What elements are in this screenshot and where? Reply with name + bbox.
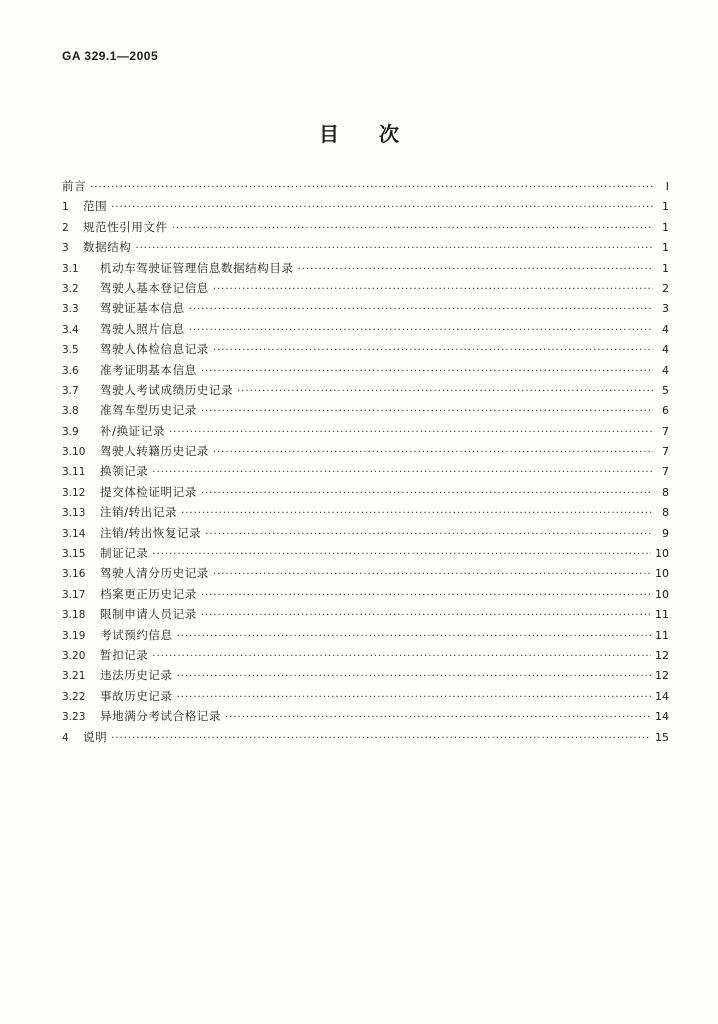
toc-entry-page: 10	[655, 567, 669, 581]
toc-entry-page: 4	[662, 363, 669, 377]
toc-entry-number: 3.7	[62, 384, 79, 397]
toc-entry-page: 8	[662, 506, 669, 520]
table-of-contents	[62, 178, 669, 749]
toc-entry-label: 驾驶人清分历史记录	[100, 566, 209, 581]
toc-entry[interactable]	[62, 382, 669, 402]
toc-entry[interactable]	[62, 667, 669, 687]
toc-entry-number: 2	[62, 221, 69, 234]
toc-entry[interactable]	[62, 280, 669, 300]
toc-entry-number: 3.15	[62, 548, 86, 561]
toc-entry-label: 规范性引用文件	[83, 219, 168, 234]
toc-dot-leader	[111, 733, 651, 744]
toc-entry[interactable]	[62, 708, 669, 728]
toc-entry[interactable]	[62, 463, 669, 483]
toc-dot-leader	[111, 202, 653, 213]
toc-dot-leader	[181, 508, 653, 519]
toc-entry-page: 10	[655, 587, 669, 601]
toc-entry-number: 3.13	[62, 507, 86, 520]
toc-entry[interactable]	[62, 219, 669, 239]
toc-entry[interactable]	[62, 260, 669, 280]
toc-dot-leader	[201, 610, 651, 621]
toc-entry-label: 数据结构	[83, 240, 132, 255]
toc-entry-page: 1	[662, 261, 669, 275]
toc-entry-page: 12	[655, 669, 669, 683]
toc-dot-leader	[237, 386, 653, 397]
toc-entry-label: 准考证明基本信息	[100, 362, 197, 377]
toc-entry-number: 3.17	[62, 588, 86, 601]
toc-entry-page: 14	[655, 689, 669, 703]
toc-entry[interactable]	[62, 423, 669, 443]
toc-entry[interactable]	[62, 341, 669, 361]
toc-dot-leader	[177, 631, 651, 642]
toc-dot-leader	[169, 427, 653, 438]
toc-entry[interactable]	[62, 606, 669, 626]
toc-entry-page: 2	[662, 281, 669, 295]
toc-entry[interactable]	[62, 362, 669, 382]
toc-dot-leader	[189, 304, 653, 315]
toc-entry-number: 3.23	[62, 711, 86, 724]
toc-entry-label: 档案更正历史记录	[100, 586, 197, 601]
toc-dot-leader	[298, 264, 653, 275]
toc-entry-label: 准驾车型历史记录	[100, 403, 197, 418]
toc-entry-page: 7	[662, 465, 669, 479]
toc-entry[interactable]	[62, 321, 669, 341]
toc-entry-page: 14	[655, 710, 669, 724]
toc-entry-page: I	[665, 180, 669, 193]
toc-dot-leader	[205, 529, 653, 540]
toc-entry-number: 3.19	[62, 629, 86, 642]
toc-entry-label: 范围	[83, 199, 108, 214]
toc-dot-leader	[152, 467, 653, 478]
toc-entry[interactable]	[62, 586, 669, 606]
toc-entry-page: 1	[662, 200, 669, 214]
toc-entry-number: 3.14	[62, 527, 86, 540]
toc-entry[interactable]	[62, 443, 669, 463]
toc-dot-leader	[135, 243, 653, 254]
toc-entry-number: 3.18	[62, 609, 86, 622]
toc-entry[interactable]	[62, 729, 669, 749]
toc-entry-number: 1	[62, 201, 69, 214]
toc-entry-page: 3	[662, 302, 669, 316]
toc-entry-page: 12	[655, 648, 669, 662]
toc-entry[interactable]	[62, 300, 669, 320]
toc-entry-page: 1	[662, 241, 669, 255]
toc-entry-number: 3.2	[62, 282, 79, 295]
toc-entry-label: 暂扣记录	[100, 647, 149, 662]
toc-entry-label: 提交体检证明记录	[100, 484, 197, 499]
toc-entry-number: 3.16	[62, 568, 86, 581]
toc-dot-leader	[177, 692, 651, 703]
toc-entry-label: 事故历史记录	[100, 688, 173, 703]
toc-entry-label: 机动车驾驶证管理信息数据结构目录	[100, 260, 294, 275]
toc-entry-label: 制证记录	[100, 546, 149, 561]
title-char-1: 目	[319, 122, 339, 146]
toc-entry-number: 3.6	[62, 364, 79, 377]
toc-entry-page: 11	[655, 628, 669, 642]
toc-entry-number: 3.9	[62, 425, 79, 438]
toc-entry-number: 3.1	[62, 262, 79, 275]
toc-entry-label: 驾驶人体检信息记录	[100, 342, 209, 357]
toc-dot-leader	[213, 284, 653, 295]
toc-entry-label: 限制申请人员记录	[100, 607, 197, 622]
toc-entry[interactable]	[62, 688, 669, 708]
toc-dot-leader	[90, 182, 653, 193]
toc-entry-label: 说明	[83, 729, 108, 744]
toc-entry-label: 异地满分考试合格记录	[100, 709, 221, 724]
toc-dot-leader	[213, 569, 651, 580]
toc-entry-page: 6	[662, 404, 669, 418]
toc-entry-label: 驾驶人转籍历史记录	[100, 444, 209, 459]
toc-dot-leader	[201, 366, 653, 377]
toc-entry-page: 10	[655, 547, 669, 561]
toc-entry[interactable]	[62, 647, 669, 667]
toc-entry-page: 8	[662, 485, 669, 499]
toc-entry-page: 4	[662, 322, 669, 336]
toc-entry-number: 3.3	[62, 303, 79, 316]
toc-entry-page: 15	[655, 730, 669, 744]
toc-entry-page: 4	[662, 343, 669, 357]
toc-entry-label: 注销/转出记录	[100, 505, 178, 520]
title-char-2: 次	[379, 122, 399, 146]
toc-entry-number: 3.22	[62, 690, 86, 703]
toc-entry-number: 3.12	[62, 486, 86, 499]
toc-dot-leader	[201, 590, 651, 601]
toc-entry-number: 3.10	[62, 446, 86, 459]
toc-dot-leader	[152, 549, 651, 560]
toc-entry-label: 驾驶人考试成绩历史记录	[100, 382, 234, 397]
toc-entry-label: 驾驶人照片信息	[100, 321, 185, 336]
toc-entry-label: 补/换证记录	[100, 423, 165, 438]
toc-dot-leader	[201, 488, 653, 499]
toc-dot-leader	[177, 671, 651, 682]
toc-entry-label: 换领记录	[100, 464, 149, 479]
toc-entry[interactable]	[62, 402, 669, 422]
toc-entry-label: 注销/转出恢复记录	[100, 525, 202, 540]
toc-entry-label: 驾驶证基本信息	[100, 301, 185, 316]
toc-entry[interactable]	[62, 484, 669, 504]
toc-entry[interactable]	[62, 198, 669, 218]
toc-entry-label: 前言	[62, 179, 87, 193]
toc-dot-leader	[213, 345, 653, 356]
toc-entry-label: 考试预约信息	[100, 627, 173, 642]
toc-entry-label: 违法历史记录	[100, 668, 173, 683]
toc-entry[interactable]	[62, 178, 669, 198]
toc-dot-leader	[172, 223, 653, 234]
page-title	[0, 118, 718, 147]
toc-dot-leader	[225, 712, 651, 723]
toc-entry-number: 4	[62, 731, 69, 744]
toc-entry-page: 7	[662, 424, 669, 438]
toc-entry-number: 3.11	[62, 466, 86, 479]
standard-code: GA 329.1—2005	[62, 49, 159, 63]
toc-entry-page: 7	[662, 445, 669, 459]
toc-entry-number: 3.21	[62, 670, 86, 683]
toc-entry-page: 1	[662, 220, 669, 234]
toc-entry-page: 9	[662, 526, 669, 540]
toc-dot-leader	[213, 447, 653, 458]
toc-entry[interactable]	[62, 545, 669, 565]
toc-entry[interactable]	[62, 627, 669, 647]
toc-dot-leader	[152, 651, 651, 662]
toc-entry-page: 11	[655, 608, 669, 622]
toc-entry[interactable]	[62, 504, 669, 524]
toc-entry-page: 5	[662, 383, 669, 397]
toc-entry[interactable]	[62, 565, 669, 585]
toc-entry-number: 3.20	[62, 649, 86, 662]
toc-dot-leader	[201, 406, 653, 417]
toc-entry-number: 3.5	[62, 344, 79, 357]
toc-entry[interactable]	[62, 239, 669, 259]
toc-entry-number: 3.4	[62, 323, 79, 336]
toc-dot-leader	[189, 325, 653, 336]
toc-entry-label: 驾驶人基本登记信息	[100, 280, 209, 295]
toc-entry-number: 3.8	[62, 405, 79, 418]
toc-entry[interactable]	[62, 525, 669, 545]
toc-entry-number: 3	[62, 242, 69, 255]
